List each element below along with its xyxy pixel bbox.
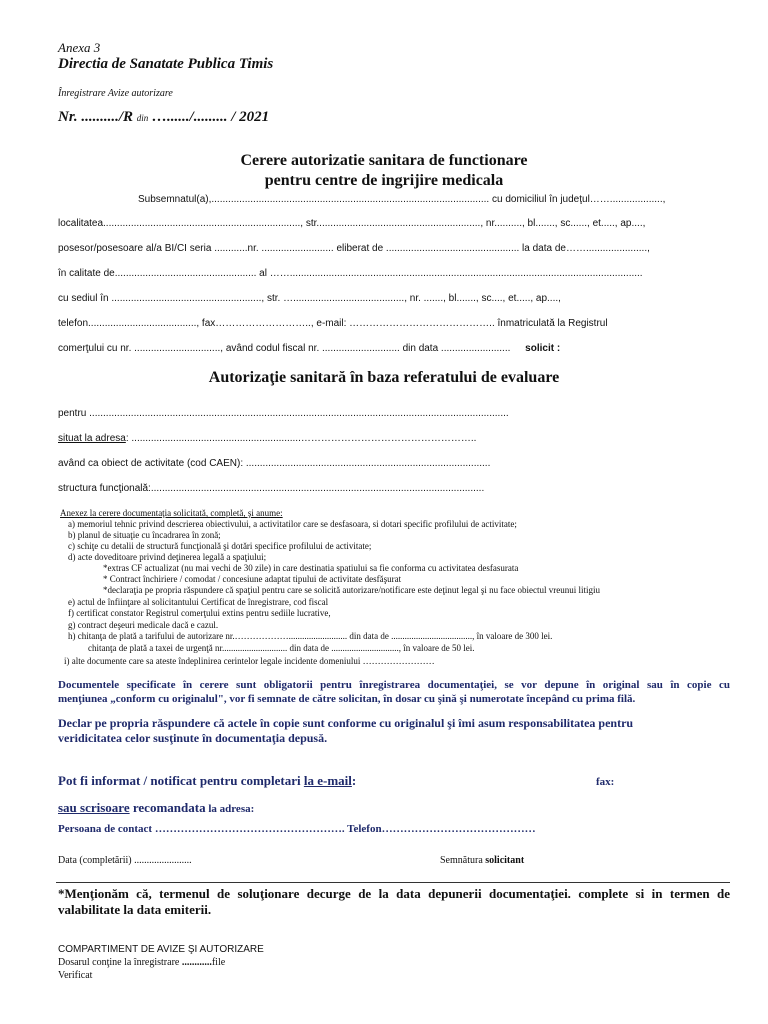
form-line-name: Subsemnatul(a),.................................................................................................... cu domiciliul în judeţul……..................., [138,194,666,205]
institution-name: Directia de Sanatate Publica Timis [58,56,274,72]
detail-activity: având ca obiect de activitate (cod CAEN): ........................................................................................ [58,458,491,469]
dosar-fill: ............ [181,957,212,968]
address-label: situat la adresa [58,433,126,444]
notify-colon: : [351,773,357,788]
address-fill: : .............................................................…………………………………………….. [125,433,477,444]
doc-item-i: i) alte documente care sa ateste îndeplinirea cerintelor legale incidente domeniului …………………… [64,656,435,666]
nr-fill: ........../R [81,109,134,125]
title-line-1: Cerere autorizatie sanitara de functionare [240,152,528,169]
doc-item-a: a) memoriul tehnic privind descrierea obiectivului, a activitatilor care se desfasoara, si dotari specific profilului de activitate; [68,519,517,529]
nr-prefix: Nr. [58,109,78,125]
office-title: COMPARTIMENT DE AVIZE ŞI AUTORIZARE [58,944,264,955]
detail-structure: structura funcţională:........................................................................................................................ [58,483,485,494]
form-line-registry [58,343,560,354]
doc-item-b: b) planul de situaţie cu încadrarea în zonă; [68,530,221,540]
documents-intro: Anexez la cerere documentaţia solicitată, completă, şi anume: [60,508,283,518]
signature-label: Semnătura [440,855,486,866]
letter-label: sau scrisoare [58,800,130,815]
nr-din: din [136,113,149,123]
divider-line [56,882,730,883]
notice-2-line-1: Declar pe propria răspundere că actele în copie sunt conforme cu originalul şi îmi asum responsabilitatea pentru [58,716,634,730]
doc-item-d3: *declaraţia pe propria răspundere că spaţiul pentru care se solicită autorizare/notificare este deţinut legal şi nu face obiectul vreunui litigiu [103,585,601,595]
doc-item-h: h) chitanţa de plată a tarifului de autorizare nr.……………….......................... din data de ...................................., în valoare de 300 lei. [68,631,553,641]
form-line-locality: localitatea......................................................................., str..........................................................., nr.........., bl......., sc......, et....., ap...., [58,218,646,229]
registration-label: Înregistrare Avize autorizare [58,88,173,99]
doc-item-d2: * Contract închiriere / comodat / concesiune adaptat tipului de activitate desfăşurat [103,574,402,584]
letter-address-label: la adresa: [205,803,255,815]
notice-2-line-2: veridicitatea celor susţinute în documentaţia depusă. [58,731,328,745]
nr-date: …....../......... / 2021 [152,109,270,125]
footer-note-line-2: valabilitate la data emiterii. [58,902,212,917]
doc-item-c: c) schiţe cu detalii de structură funcţională şi dotări specifice profilului de activitate; [68,541,372,551]
contact-person-line: Persoana de contact ……………………………………………. Telefon…………………………………… [58,823,536,835]
dosar-line [58,957,225,968]
detail-address [58,433,476,444]
form-line-headquarters: cu sediul în ......................................................, str. …........................................, nr. ......., bl......., sc...., et....., ap...., [58,293,561,304]
form-line-contact: telefon......................................., fax……………………….., e-mail: …………………………………….. înmatriculată la Registrul [58,318,608,329]
registration-number [58,109,269,126]
date-completion: Data (completării) ....................... [58,855,192,866]
letter-recommended: recomandata [129,800,206,815]
verificat-label: Verificat [58,970,93,981]
dosar-file: file [211,957,226,968]
solicit-label: solicit : [525,343,561,354]
doc-item-g: g) contract deşeuri medicale dacă e cazul. [68,620,219,630]
doc-item-f: f) certificat constator Registrul comerţului extins pentru sediile lucrative, [68,608,331,618]
dosar-text: Dosarul conţine la înregistrare [58,957,182,968]
doc-item-e: e) actul de înfiinţare al solicitantului Certificat de înregistrare, cod fiscal [68,597,329,607]
signature-applicant: solicitant [485,855,525,866]
registry-text: comerţului cu nr. ..............................., având codul fiscal nr. ............................ din data ......................... [58,343,511,354]
fax-label: fax: [596,776,615,788]
notice-1-line-1: Documentele specificate în cerere sunt obligatorii pentru înregistrarea documentaţiei, se vor depune în original sau în copie cu [58,679,730,691]
form-line-id: posesor/posesoare al/a BI/CI seria ............nr. .......................... eliberat de ................................................ la data de……......................, [58,243,650,254]
doc-item-d1: *extras CF actualizat (nu mai vechi de 30 zile) in care destinatia spatiului sa fie conforma cu activitatea desfasurata [103,563,519,573]
title-line-2: pentru centre de ingrijire medicala [264,172,504,189]
form-line-capacity: în calitate de................................................... al ……............................................................................................................................... [58,268,643,279]
doc-item-d: d) acte doveditoare privind deţinerea legală a spaţiului; [68,552,267,562]
notice-1-line-2: menţiunea „conform cu originalul", vor fi semnate de către solicitan, în dosar cu şină şi numerotate începând cu prima filă. [58,693,636,705]
signature-line [440,855,524,866]
notify-line [58,773,356,789]
detail-pentru: pentru ....................................................................................................................................................... [58,408,509,419]
annex-label: Anexa 3 [58,40,101,55]
footer-note-line-1: *Menţionăm că, termenul de soluţionare decurge de la data depunerii documentaţiei. complete si in termen de [58,886,730,901]
letter-line [58,799,254,817]
notify-email-label: la e-mail [303,773,352,788]
doc-item-h2: chitanţa de plată a taxei de urgenţă nr............................. din data de .............................., în valoare de 50 lei. [88,643,475,653]
notify-text: Pot fi informat / notificat pentru completari [58,773,304,788]
subtitle: Autorizaţie sanitară în baza referatului de evaluare [208,369,560,386]
